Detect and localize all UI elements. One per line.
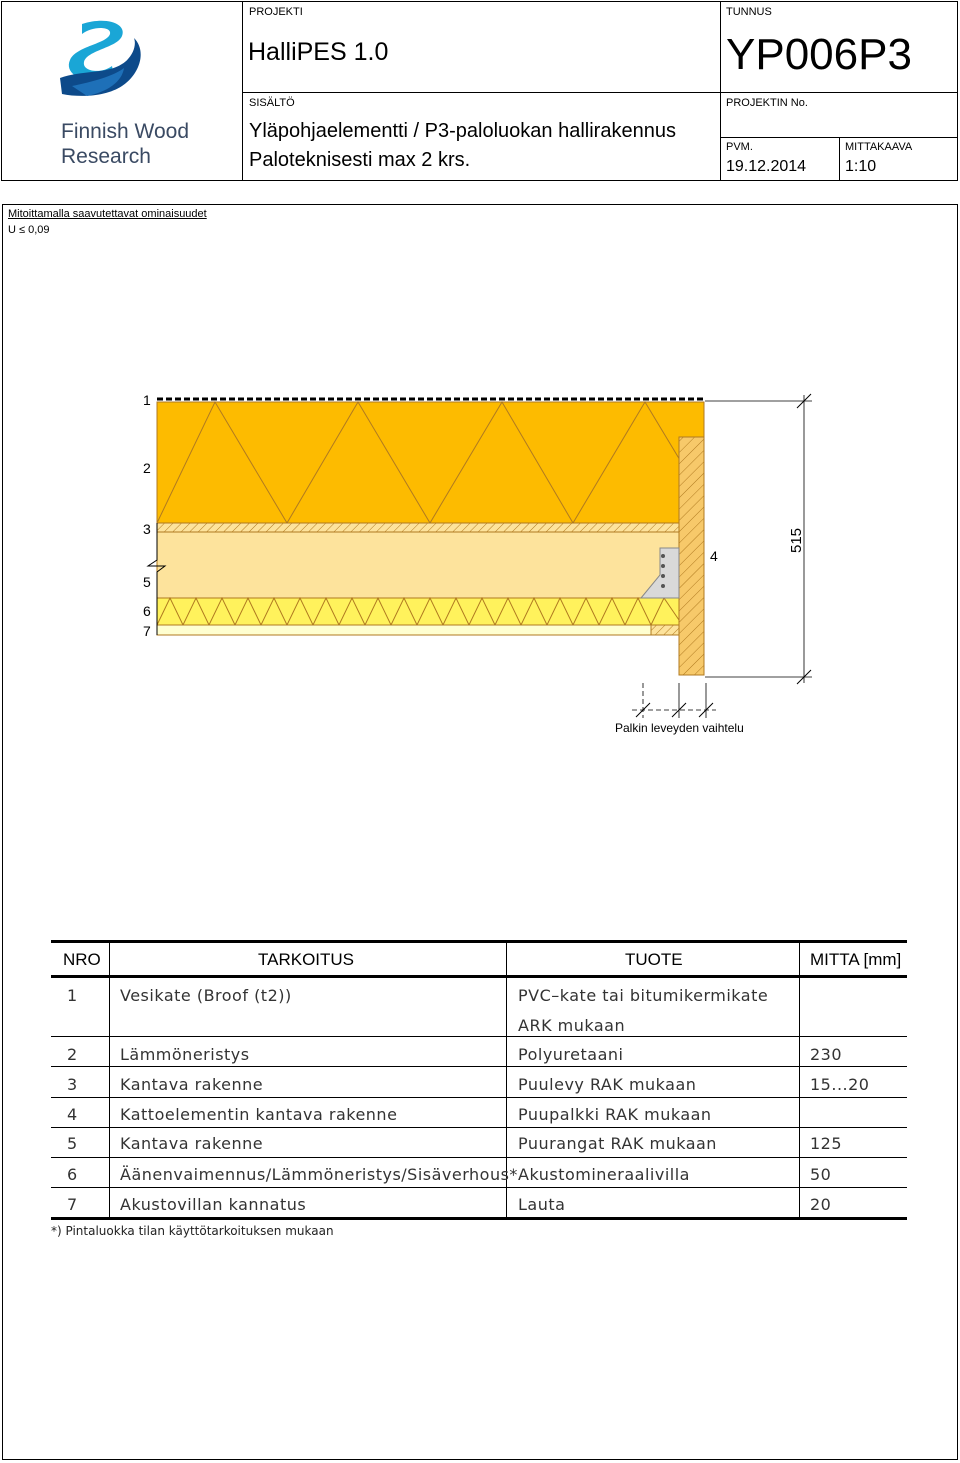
beam-width-note: Palkin leveyden vaihtelu	[615, 721, 744, 735]
row2-nro: 2	[67, 1045, 78, 1064]
layer-label-5: 5	[143, 574, 151, 590]
row3-nro: 3	[67, 1075, 78, 1094]
pvm-label: PVM.	[726, 141, 753, 153]
row5-tarkoitus: Kantava rakenne	[120, 1134, 264, 1153]
tunnus-label: TUNNUS	[726, 6, 772, 18]
sisalto-line2: Paloteknisesti max 2 krs.	[249, 149, 471, 171]
row2-tarkoitus: Lämmöneristys	[120, 1045, 250, 1064]
layer-label-2: 2	[143, 460, 151, 476]
divider	[720, 2, 721, 180]
row2-tuote: Polyuretaani	[518, 1045, 624, 1064]
layer-label-7: 7	[143, 623, 151, 639]
lath-layer	[157, 625, 679, 635]
row7-nro: 7	[67, 1195, 78, 1214]
header-tarkoitus: TARKOITUS	[258, 950, 355, 969]
row7-tarkoitus: Akustovillan kannatus	[120, 1195, 307, 1214]
row7-tuote: Lauta	[518, 1195, 566, 1214]
tunnus-value: YP006P3	[726, 30, 912, 79]
row4-nro: 4	[67, 1105, 78, 1124]
row3-tarkoitus: Kantava rakenne	[120, 1075, 264, 1094]
finnish-wood-logo-icon	[52, 16, 152, 111]
notes-title: Mitoittamalla saavutettavat ominaisuudet	[8, 208, 207, 220]
title-block	[1, 1, 958, 181]
row6-tuote: Akustomineraalivilla	[518, 1165, 690, 1184]
row4-tuote: Puupalkki RAK mukaan	[518, 1105, 712, 1124]
row6-mitta: 50	[810, 1165, 832, 1184]
row5-nro: 5	[67, 1134, 78, 1153]
projekti-label: PROJEKTI	[249, 6, 303, 18]
frame-layer	[157, 532, 679, 598]
row1-nro: 1	[67, 986, 78, 1005]
table-footnote: *) Pintaluokka tilan käyttötarkoituksen mukaan	[51, 1224, 334, 1238]
sisalto-line1: Yläpohjaelementti / P3-paloluokan hallirakennus	[249, 120, 676, 142]
logo-text-line1: Finnish Wood	[61, 120, 190, 143]
row4-tarkoitus: Kattoelementin kantava rakenne	[120, 1105, 398, 1124]
row1-tuote: PVC–kate tai bitumikermikate	[518, 986, 769, 1005]
layer-label-3: 3	[143, 521, 151, 537]
beam-label-4: 4	[710, 548, 718, 564]
row6-tarkoitus: Äänenvaimennus/Lämmöneristys/Sisäverhous*	[120, 1165, 518, 1184]
mittakaava-label: MITTAKAAVA	[845, 141, 913, 153]
divider	[839, 137, 840, 180]
header-tuote: TUOTE	[625, 950, 683, 969]
row5-mitta: 125	[810, 1134, 843, 1153]
header-nro: NRO	[63, 950, 101, 969]
pvm-value: 19.12.2014	[726, 158, 807, 175]
layer-label-1: 1	[143, 392, 151, 408]
header-mitta: MITTA [mm]	[810, 950, 902, 969]
dimension-515: 515	[788, 527, 805, 553]
insulation-layer	[157, 402, 704, 523]
row7-mitta: 20	[810, 1195, 832, 1214]
row3-tuote: Puulevy RAK mukaan	[518, 1075, 697, 1094]
logo-text-line2: Research	[61, 145, 151, 168]
row1-tarkoitus: Vesikate (Broof (t2))	[120, 986, 292, 1005]
row1-tuote2: ARK mukaan	[518, 1016, 626, 1035]
mittakaava-value: 1:10	[845, 158, 877, 175]
board-layer	[157, 523, 679, 532]
row2-mitta: 230	[810, 1045, 843, 1064]
divider	[242, 92, 958, 93]
row5-tuote: Puurangat RAK mukaan	[518, 1134, 717, 1153]
divider	[242, 2, 243, 180]
row3-mitta: 15...20	[810, 1075, 870, 1094]
u-value: U ≤ 0,09	[8, 224, 50, 236]
projekti-value: HalliPES 1.0	[248, 38, 389, 66]
beam	[679, 437, 704, 675]
roof-section-drawing	[0, 380, 960, 750]
layer-label-6: 6	[143, 603, 151, 619]
row6-nro: 6	[67, 1165, 78, 1184]
projektin-no-label: PROJEKTIN No.	[726, 97, 808, 109]
sisalto-label: SISÄLTÖ	[249, 97, 295, 109]
